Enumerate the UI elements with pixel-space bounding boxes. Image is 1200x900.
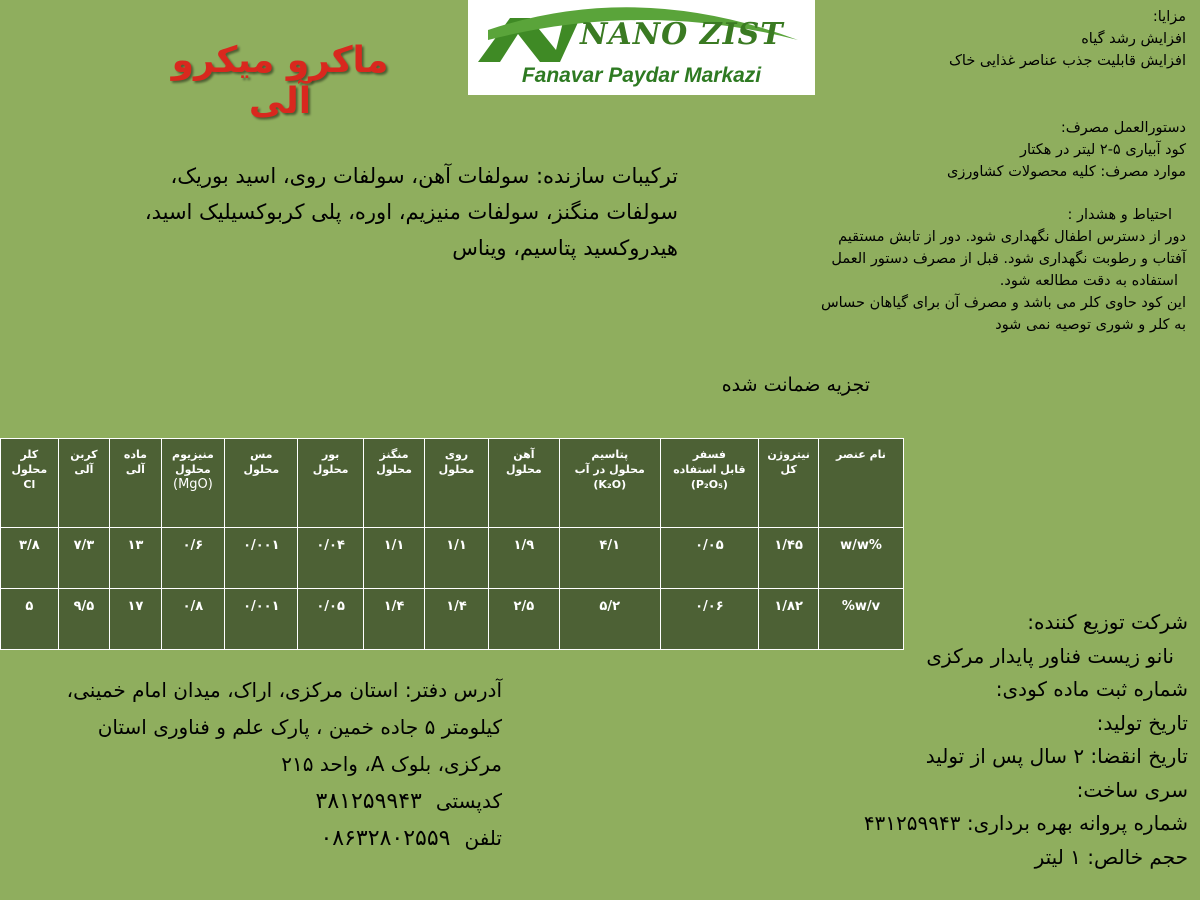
- table-cell: ۱/۸۲: [759, 589, 819, 650]
- caution-section: [746, 204, 1186, 336]
- table-cell: ۱/۹: [488, 528, 559, 589]
- table-cell: ۰/۶: [161, 528, 225, 589]
- phone-row: [40, 820, 502, 857]
- header-zinc: روی محلول: [425, 439, 488, 528]
- distributor-line: شرکت توزیع کننده:: [1027, 610, 1188, 634]
- analysis-title: تجزیه ضمانت شده: [721, 374, 870, 396]
- caution-line: آفتاب و رطوبت نگهداری شود. قبل از مصرف دستور العمل: [831, 251, 1186, 267]
- header-chlorine: کلر محلول Cl: [1, 439, 59, 528]
- postal-code-value: ۳۸۱۲۵۹۹۴۳: [315, 789, 422, 814]
- caution-line: دور از دسترس اطفال نگهداری شود. دور از تابش مستقیم: [838, 229, 1186, 245]
- table-cell: ۵: [1, 589, 59, 650]
- table-cell: ۱/۱: [363, 528, 424, 589]
- company-logo: [468, 0, 815, 95]
- benefit-line: افزایش رشد گیاه: [1081, 31, 1186, 47]
- table-cell: ۱/۴: [425, 589, 488, 650]
- table-cell: ۳/۸: [1, 528, 59, 589]
- phone-value: ۰۸۶۳۲۸۰۲۵۵۹: [320, 826, 451, 851]
- address-line: آدرس دفتر: استان مرکزی، اراک، میدان امام خمینی،: [66, 678, 502, 702]
- header-potassium: پتاسیم محلول در آب (K₂O): [559, 439, 660, 528]
- table-cell: ۰/۰۵: [298, 589, 363, 650]
- table-cell: ۱/۱: [425, 528, 488, 589]
- table-cell: ۱/۴۵: [759, 528, 819, 589]
- ingredients-line: ترکیبات سازنده: سولفات آهن، سولفات روی، اسید بوریک،: [170, 164, 678, 188]
- table-cell: ۱۳: [110, 528, 161, 589]
- table-cell: ۵/۲: [559, 589, 660, 650]
- product-title: ماکرو میکرو آلی: [171, 40, 389, 122]
- address-line: کیلومتر ۵ جاده خمین ، پارک علم و فناوری استان: [97, 715, 502, 739]
- distributor-line: تاریخ انقضا: ۲ سال پس از تولید: [925, 744, 1188, 768]
- benefits-heading: مزایا:: [1152, 9, 1186, 25]
- usage-line: کود آبیاری ۵-۲ لیتر در هکتار: [1019, 142, 1186, 158]
- caution-heading: احتیاط و هشدار :: [1067, 207, 1172, 223]
- usage-line: موارد مصرف: کلیه محصولات کشاورزی: [946, 164, 1186, 180]
- table-cell: ۱۷: [110, 589, 161, 650]
- table-cell: ۰/۰۵: [660, 528, 759, 589]
- caution-line: به کلر و شوری توصیه نمی شود: [995, 317, 1186, 333]
- phone-label: تلفن: [464, 826, 502, 850]
- header-copper: مس محلول: [225, 439, 298, 528]
- header-element-name: نام عنصر: [818, 439, 903, 528]
- table-cell: ۰/۰۶: [660, 589, 759, 650]
- table-cell: ۴/۱: [559, 528, 660, 589]
- table-cell: ۹/۵: [58, 589, 110, 650]
- table-cell: ۰/۰۰۱: [225, 589, 298, 650]
- distributor-line: نانو زیست فناور پایدار مرکزی: [926, 643, 1174, 668]
- distributor-line: سری ساخت:: [1076, 777, 1188, 802]
- address-line: مرکزی، بلوک A، واحد ۲۱۵: [281, 752, 502, 776]
- postal-code-label: کدپستی: [435, 789, 502, 813]
- usage-section: [786, 117, 1186, 183]
- distributor-line: شماره ثبت ماده کودی:: [995, 677, 1188, 701]
- table-cell: ۱/۴: [363, 589, 424, 650]
- table-cell: ۰/۰۰۱: [225, 528, 298, 589]
- distributor-section: [858, 606, 1188, 874]
- distributor-line: تاریخ تولید:: [1096, 710, 1188, 735]
- analysis-table: [0, 438, 904, 650]
- table-row: [1, 528, 904, 589]
- header-nitrogen: نیتروژن کل: [759, 439, 819, 528]
- header-organic-matter: ماده آلی: [110, 439, 161, 528]
- address-section: [40, 672, 502, 857]
- distributor-line: حجم خالص: ۱ لیتر: [1034, 844, 1188, 869]
- benefits-section: [786, 6, 1186, 72]
- caution-line: استفاده به دقت مطالعه شود.: [999, 273, 1178, 289]
- header-iron: آهن محلول: [488, 439, 559, 528]
- ingredients-section: [130, 158, 678, 266]
- header-manganese: منگنز محلول: [363, 439, 424, 528]
- table-header-row: [1, 439, 904, 528]
- benefit-line: افزایش قابلیت جذب عناصر غذایی خاک: [948, 53, 1186, 69]
- table-cell: ۰/۰۴: [298, 528, 363, 589]
- header-magnesium: منیزیوم محلول (MgO): [161, 439, 225, 528]
- caution-line: این کود حاوی کلر می باشد و مصرف آن برای گیاهان حساس: [820, 295, 1186, 311]
- table-cell: ۲/۵: [488, 589, 559, 650]
- postal-code-row: [40, 783, 502, 820]
- ingredients-line: سولفات منگنز، سولفات منیزیم، اوره، پلی کربوکسیلیک اسید،: [144, 200, 678, 224]
- logo-subtitle: Fanavar Paydar Markazi: [521, 64, 762, 87]
- header-organic-carbon: کربن آلی: [58, 439, 110, 528]
- usage-heading: دستورالعمل مصرف:: [1060, 120, 1186, 136]
- table-cell: w/v%: [818, 589, 903, 650]
- header-phosphorus: فسفر قابل استفاده (P₂O₅): [660, 439, 759, 528]
- ingredients-line: هیدروکسید پتاسیم، ویناس: [452, 236, 678, 260]
- header-boron: بور محلول: [298, 439, 363, 528]
- table-cell: ۷/۳: [58, 528, 110, 589]
- table-row: [1, 589, 904, 650]
- distributor-line: شماره پروانه بهره برداری: ۴۳۱۲۵۹۹۴۳: [863, 811, 1188, 835]
- logo-brand-text: NANO ZIST: [580, 17, 784, 52]
- table-cell: %w/w: [818, 528, 903, 589]
- table-cell: ۰/۸: [161, 589, 225, 650]
